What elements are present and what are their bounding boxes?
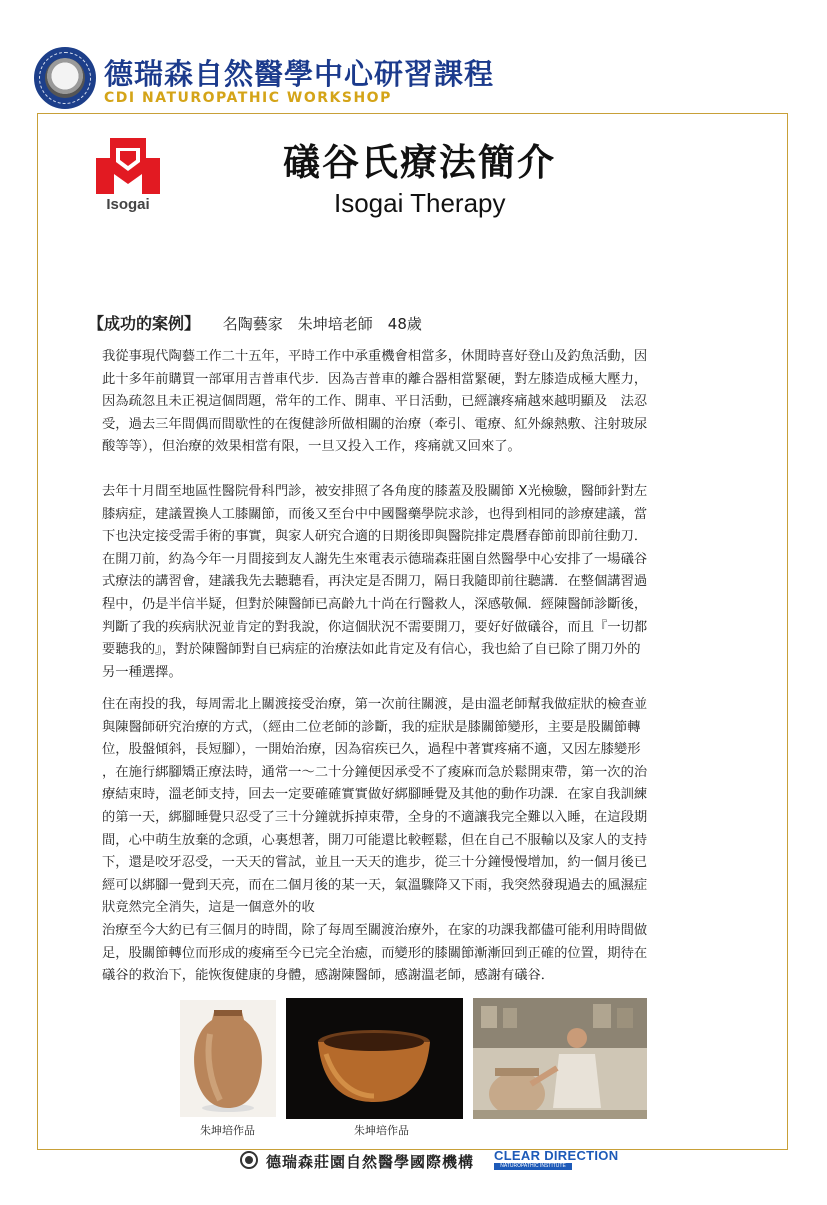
case-label: 【成功的案例】	[88, 314, 201, 333]
isogai-logo	[92, 134, 164, 226]
isogai-logo-word: Isogai	[106, 196, 150, 213]
footer-org-name: 德瑞森莊園自然醫學國際機構	[266, 1153, 475, 1171]
caption-bowl: 朱坤培作品	[354, 1124, 409, 1137]
footer-logo-icon	[240, 1151, 258, 1169]
footer-brand: CLEAR DIRECTION	[494, 1148, 619, 1163]
caption-vase: 朱坤培作品	[200, 1124, 255, 1137]
page-title: 礒谷氏療法簡介	[283, 141, 556, 184]
case-heading	[88, 311, 422, 334]
footer-brand-sub: NATUROPATHIC INSTITUTE	[494, 1163, 572, 1170]
pottery-vase-photo	[180, 1000, 276, 1117]
paragraph-2: 去年十月間至地區性醫院骨科門診，被安排照了各角度的膝蓋及股關節 X光檢驗，醫師針對左 膝病症，建議置換人工膝關節，而後又至台中中國醫藥學院求診，也得到相同的診療建議，當 下也決定接受需手術的事實，與家人研究合適的日期後即與醫院排定農曆春節前即前往動刀． 在開刀前，約為今年一月間接到友人謝先生來電表示德瑞森莊園自然醫學中心安排了一場礒谷 式療法的講習會，建議我先去聽聽看，再決定是否開刀，隔日我隨即前往聽講．在整個講習過 程中，仍是半信半疑，但對於陳醫師已高齡九十尚在行醫救人，深感敬佩．經陳醫師診斷後， 判斷了我的疾病狀況並肯定的對我說，你這個狀況不需要開刀，要好好做礒谷，而且『一切都 要聽我的』，對於陳醫師對自已病症的治療法如此肯定及有信心，我也給了自已除了開刀外的 另一種選擇。	[102, 484, 648, 680]
isogai-house-icon	[92, 134, 164, 198]
center-logo	[34, 47, 96, 109]
page-subtitle: Isogai Therapy	[334, 188, 506, 218]
header-title-en: CDI NATUROPATHIC WORKSHOP	[104, 90, 392, 106]
paragraph-3: 住在南投的我，每周需北上關渡接受治療，第一次前往關渡，是由溫老師幫我做症狀的檢查並 與陳醫師研究治療的方式，（經由二位老師的診斷，我的症狀是膝關節變形，主要是股關節轉 位，股盤傾斜，長短腳），一開始治療，因為宿疾已久，過程中著實疼痛不適，又因左膝變形 ，在施行綁腳矯正療法時，通常一～二十分鐘便因承受不了痠麻而急於鬆開束帶，第一次的治 療結束時，溫老師支持，回去一定要確確實實做好綁腳睡覺及其他的動作功課．在家自我訓練 的第一天，綁腳睡覺只忍受了三十分鐘就拆掉束帶，全身的不適讓我完全難以入睡，在這段期 間，心中萌生放棄的念頭，心裏想著，開刀可能還比較輕鬆，但在自己不服輸以及家人的支持 下，還是咬牙忍受，一天天的嘗試，並且一天天的進步，從三十分鐘慢慢增加，約一個月後已 經可以綁腳一覺到天亮，而在二個月後的某一天，氣溫驟降又下雨，我突然發現過去的風濕症 狀竟然完全消失，這是一個意外的收 治療至今大約已有三個月的時間，除了每周至關渡治療外，在家的功課我都儘可能利用時間做 足，股關節轉位而形成的痠痛至今已完全治癒，而變形的膝關節漸漸回到正確的位置，期待在 礒谷的救治下，能恢復健康的身體，感謝陳醫師，感謝溫老師，感謝有礒谷．	[102, 697, 648, 984]
case-subject: 名陶藝家 朱坤培老師 48歲	[222, 315, 422, 333]
pottery-bowl-photo	[286, 998, 463, 1119]
header-title-cn: 德瑞森自然醫學中心研習課程	[104, 57, 495, 91]
potter-at-work-photo	[473, 998, 647, 1119]
paragraph-1: 我從事現代陶藝工作二十五年，平時工作中承重機會相當多，休閒時喜好登山及釣魚活動，因 此十多年前購買一部軍用吉普車代步．因為吉普車的離合器相當緊硬，對左膝造成極大壓力， 因為疏忽且未正視這個問題，常年的工作、開車、平日活動，已經讓疼痛越來越明顯及 法忍 受，過去三年間偶而間歇性的在復健診所做相關的治療（牽引、電療、紅外線熱敷、注射玻尿 酸等等），但治療的效果相當有限，一旦又投入工作，疼痛就又回來了。	[102, 349, 648, 455]
logo-emblem	[45, 58, 85, 98]
